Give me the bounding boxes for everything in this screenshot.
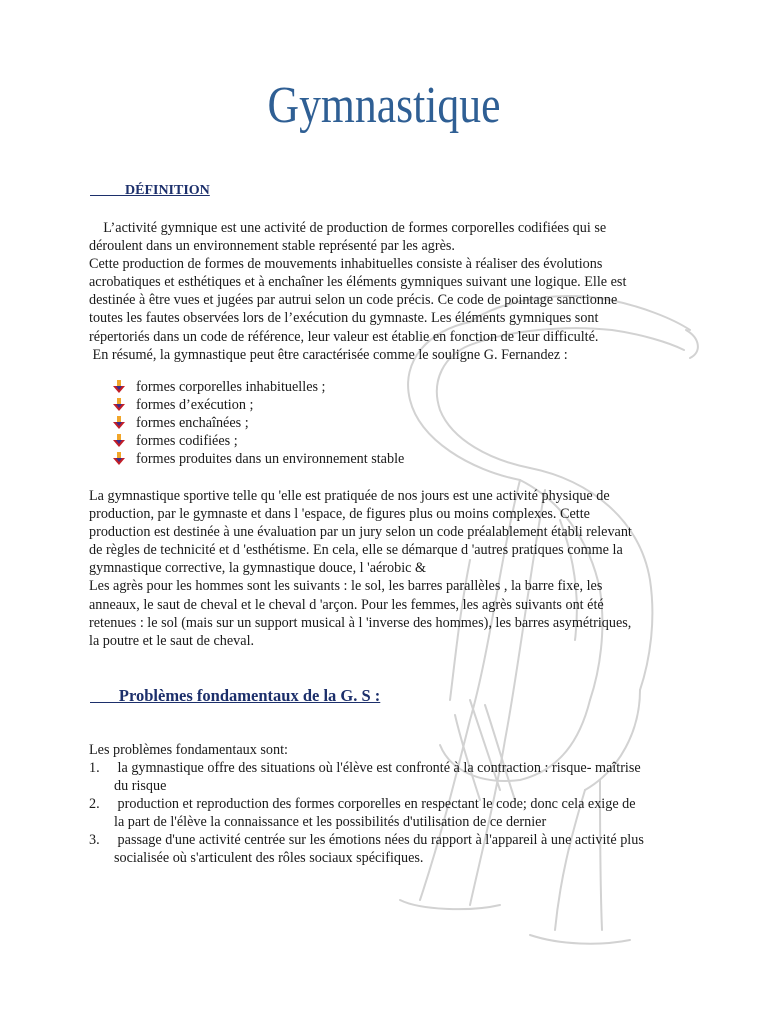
list-item	[89, 831, 644, 867]
definition-heading: DÉFINITION	[90, 183, 210, 198]
paragraph-line: Cette production de formes de mouvements inhabituelles consiste à réaliser des évolutions	[89, 256, 603, 273]
list-item	[89, 759, 644, 795]
paragraph-line: la poutre et le saut de cheval.	[89, 632, 255, 649]
list-item-text: formes produites dans un environnement stable	[136, 451, 405, 468]
list-item	[112, 396, 404, 414]
paragraph-line: La gymnastique sportive telle qu 'elle est pratiquée de nos jours est une activité physique de	[89, 488, 610, 504]
paragraph-line: L’activité gymnique est une activité de production de formes corporelles codifiées qui se	[89, 220, 607, 236]
paragraph-line: production, par le gymnaste et dans l 'espace, de figures plus ou moins complexes. Cette	[89, 506, 590, 523]
characteristics-list	[112, 378, 404, 468]
list-item	[112, 414, 404, 432]
page-title: Gymnastique	[267, 77, 501, 134]
list-item-text: la part de l'élève la connaissance et les possibilités d'utilisation de ce dernier	[114, 814, 547, 831]
paragraph-line: gymnastique corrective, la gymnastique douce, l 'aérobic &	[89, 560, 427, 577]
arrow-down-bullet-icon	[112, 380, 126, 394]
list-item	[112, 432, 404, 450]
list-item-text: passage d'une activité centrée sur les émotions nées du rapport à l'appareil à une activité plus	[114, 832, 644, 849]
paragraph-line: déroulent dans un environnement stable représenté par les agrès.	[89, 238, 455, 255]
problems-heading: Problèmes fondamentaux de la G. S :	[90, 686, 381, 705]
arrow-down-bullet-icon	[112, 434, 126, 448]
paragraph-line: production est destinée à une évaluation par un jury selon un code préalablement établi relevant	[89, 524, 632, 541]
arrow-down-bullet-icon	[112, 452, 126, 466]
list-item-text: formes enchaînées ;	[136, 415, 249, 432]
paragraph-line: de règles de technicité et d 'esthétisme. En cela, elle se démarque d 'autres pratiques comme la	[89, 542, 623, 559]
problems-intro: Les problèmes fondamentaux sont:	[89, 742, 288, 758]
definition-paragraph	[89, 219, 689, 364]
problems-list	[89, 759, 644, 868]
list-item-text: du risque	[114, 778, 167, 795]
list-number: 1.	[89, 760, 100, 776]
paragraph-line: acrobatiques et esthétiques et à enchaîner les éléments gymniques suivant une logique. Elle est	[89, 274, 627, 291]
arrow-down-bullet-icon	[112, 398, 126, 412]
list-item	[89, 795, 644, 831]
paragraph-line: Les agrès pour les hommes sont les suivants : le sol, les barres parallèles , la barre fixe, les	[89, 578, 603, 595]
paragraph-line: destinée à être vues et jugées par autrui selon un code précis. Ce code de pointage sanctionne	[89, 292, 618, 309]
list-number: 2.	[89, 796, 100, 813]
paragraph-line: En résumé, la gymnastique peut être caractérisée comme le souligne G. Fernandez :	[89, 346, 568, 363]
list-number: 3.	[89, 832, 100, 849]
gymnastics-description-paragraph	[89, 487, 689, 650]
list-item	[112, 450, 404, 468]
list-item-text: production et reproduction des formes corporelles en respectant le code; donc cela exige de	[114, 796, 636, 813]
list-item-text: formes codifiées ;	[136, 433, 238, 450]
list-item	[112, 378, 404, 396]
paragraph-line: retenues : le sol (mais sur un support musical à l 'inverse des hommes), les barres asymétriques,	[89, 614, 632, 631]
list-item-text: formes corporelles inhabituelles ;	[136, 379, 326, 395]
list-item-text: socialisée où s'articulent des rôles sociaux spécifiques.	[114, 850, 424, 867]
paragraph-line: anneaux, le saut de cheval et le cheval d 'arçon. Pour les femmes, les agrès suivants ont été	[89, 596, 604, 613]
list-item-text: la gymnastique offre des situations où l'élève est confronté à la contraction : risque- maîtrise	[114, 760, 641, 776]
paragraph-line: toutes les fautes observées lors de l’exécution du gymnaste. Les éléments gymniques sont	[89, 310, 599, 327]
list-item-text: formes d’exécution ;	[136, 397, 254, 414]
paragraph-line: répertoriés dans un code de référence, leur valeur est établie en fonction de leur difficulté.	[89, 328, 599, 345]
arrow-down-bullet-icon	[112, 416, 126, 430]
